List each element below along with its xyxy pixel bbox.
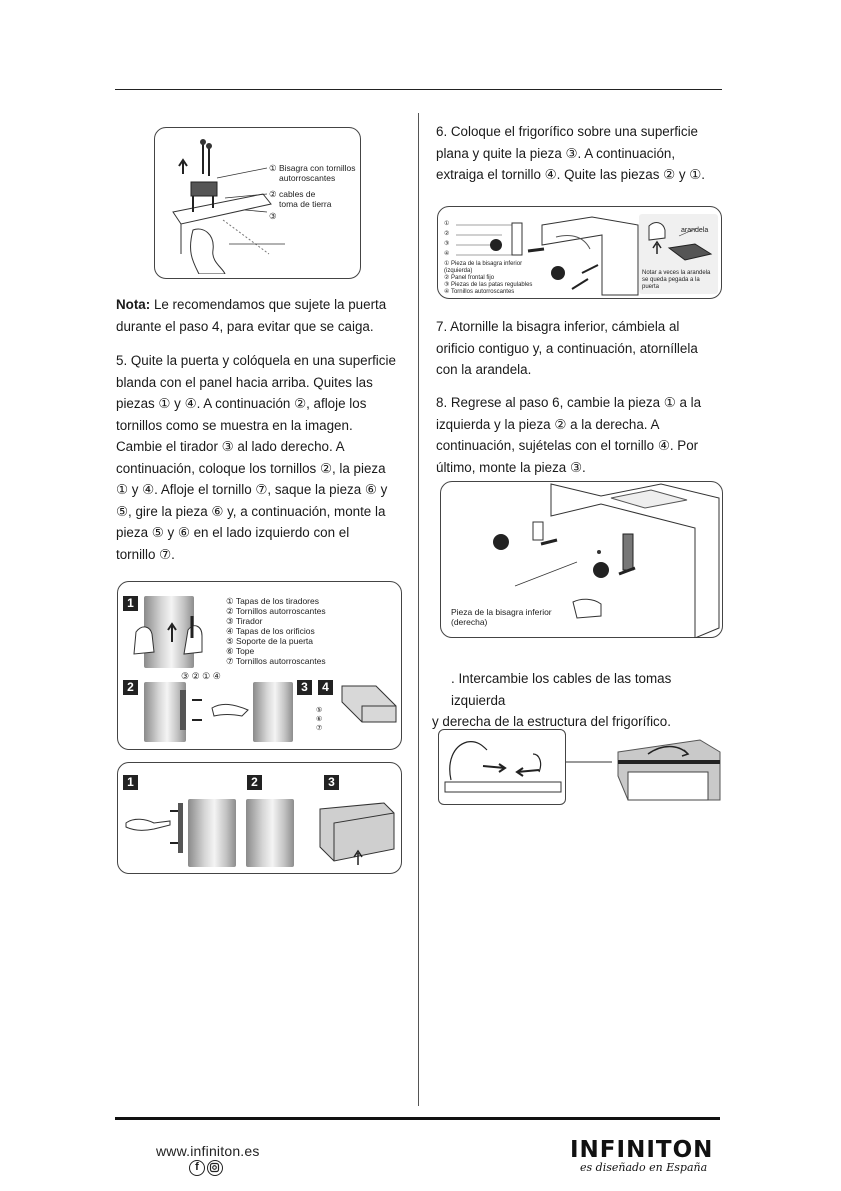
side-num-6: ⑥ (316, 716, 323, 723)
door-panel (188, 799, 236, 867)
step5-line: tornillo ⑦. (116, 546, 175, 562)
washer-inset (639, 214, 718, 294)
step-badge-2: 2 (123, 680, 138, 695)
step-badge-2: 2 (247, 775, 262, 790)
legend-item: ② Tornillos autorroscantes (226, 606, 326, 616)
note-text-2: durante el paso 4, para evitar que se caiga. (116, 318, 374, 334)
side-num-7: ⑦ (316, 725, 323, 732)
step5-line: pieza ⑤ y ⑥ en el lado izquierdo con el (116, 525, 350, 540)
fig4-num-1: ① (444, 221, 450, 227)
step6-line: plana y quite la pieza ③. A continuación, (436, 145, 676, 161)
legend-item: ⑥ Tope (226, 646, 255, 656)
step-badge-3: 3 (324, 775, 339, 790)
fig2-legend (226, 596, 326, 666)
door-bottom-illustration (336, 682, 400, 740)
fig1-label-2b: toma de tierra (279, 199, 332, 209)
step8-line: continuación, sujételas con el tornillo ④. Por (436, 438, 699, 453)
figure-reassembly (117, 762, 402, 874)
fig5-label-line: Pieza de la bisagra inferior (451, 607, 552, 617)
legend-item: ③ Piezas de las patas regulables (444, 282, 533, 288)
door-bottom-illustration (314, 799, 400, 871)
legend-item: ⑤ Soporte de la puerta (226, 636, 314, 646)
step8-line: izquierda y la pieza ② a la derecha. A (436, 416, 660, 432)
washer-illustration (643, 218, 715, 264)
brand-tagline: es diseñado en España (580, 1161, 708, 1174)
step6-line: extraiga el tornillo ④. Quite las piezas ② y ①. (436, 167, 705, 182)
step-5-paragraph (116, 350, 411, 565)
facebook-icon[interactable]: f (189, 1160, 205, 1176)
fig4-num-4: ④ (444, 251, 450, 257)
note-label: Nota: (116, 297, 151, 312)
cable-illustration (443, 732, 563, 802)
note-text-1: Le recomendamos que sujete la puerta (150, 297, 387, 312)
header-rule (115, 89, 722, 90)
step-9-paragraph (432, 668, 727, 733)
brand-logo: INFINITON (570, 1137, 714, 1163)
legend-item: ① Tapas de los tiradores (226, 596, 319, 606)
step5-line: piezas ① y ④. A continuación ②, afloje los (116, 396, 367, 411)
fig4-num-3: ③ (444, 241, 450, 247)
step5-line: tornillos como se muestra en la imagen. (116, 417, 353, 433)
handle-part (168, 799, 188, 859)
step5-line: continuación, coloque los tornillos ②, la pieza (116, 460, 386, 476)
door-panel (246, 799, 294, 867)
fig1-label-3: ③ (269, 211, 277, 221)
step8-line: último, monte la pieza ③. (436, 459, 586, 475)
step7-line: orificio contiguo y, a continuación, atorníllela (436, 340, 698, 356)
figure-cable-swap (438, 729, 566, 805)
legend-item: ④ Tapas de los orificios (226, 626, 315, 636)
instagram-icon[interactable] (207, 1160, 223, 1176)
step6-line: 6. Coloque el frigorífico sobre una superficie (436, 124, 699, 139)
step7-line: 7. Atornille la bisagra inferior, cámbiela al (436, 319, 680, 334)
hands-illustration (128, 612, 218, 672)
legend-item: ① Pieza de la bisagra inferior (444, 261, 523, 267)
fridge-top-illustration (608, 736, 723, 802)
note-line: se queda pegada a la (642, 277, 700, 283)
figure-right-hinge (440, 481, 723, 638)
handle-removal-illustration (178, 686, 258, 736)
step-8-paragraph (436, 392, 726, 478)
connector-line (566, 760, 612, 764)
step8-line: 8. Regrese al paso 6, cambie la pieza ① a la (436, 395, 702, 410)
step-badge-4: 4 (318, 680, 333, 695)
fig4-legend (444, 261, 532, 296)
website-link[interactable]: www.infiniton.es (156, 1143, 260, 1159)
legend-item: (izquierda) (444, 268, 473, 274)
fig5-label (451, 607, 552, 627)
fig2-callouts: ③ ② ① ④ (181, 671, 221, 681)
fig1-label-1: ① Bisagra con tornillos (269, 163, 356, 173)
step5-line: blanda con el panel hacia arriba. Quites las (116, 374, 373, 390)
side-num-5: ⑤ (316, 707, 323, 714)
step5-line: 5. Quite la puerta y colóquela en una superficie (116, 353, 396, 368)
figure-lower-hinge-parts (437, 206, 722, 299)
column-divider (418, 113, 419, 1106)
step-badge-3: 3 (297, 680, 312, 695)
fig4-num-2: ② (444, 231, 450, 237)
fig5-label-line: (derecha) (451, 617, 488, 627)
step9-line: . Intercambie los cables de las tomas izquierda (451, 671, 672, 708)
legend-item: ③ Tirador (226, 616, 263, 626)
instagram-glyph (208, 1161, 221, 1174)
note-line: Notar a veces la arandela (642, 270, 711, 276)
step7-line: con la arandela. (436, 362, 532, 377)
footer-rule (115, 1117, 720, 1120)
step-badge-1: 1 (123, 775, 138, 790)
step-7-paragraph (436, 316, 726, 381)
fig1-label-2: ② cables de (269, 189, 316, 199)
note-line: puerta (642, 284, 660, 290)
washer-label: arandela (681, 227, 709, 234)
step-badge-1: 1 (123, 596, 138, 611)
step-6-paragraph (436, 121, 726, 186)
legend-item: ⑦ Tornillos autorroscantes (226, 656, 326, 666)
legend-item: ④ Tornillos autorroscantes (444, 289, 515, 295)
fig1-label-1b: autorroscantes (279, 173, 336, 183)
legend-item: ② Panel frontal fijo (444, 275, 495, 281)
step5-line: ⑤, gire la pieza ⑥ y, a continuación, monte la (116, 503, 386, 519)
note-paragraph (116, 294, 406, 337)
step9-line: y derecha de la estructura del frigorífico. (432, 714, 671, 729)
step5-line: ① y ④. Afloje el tornillo ⑦, saque la pieza ⑥ y (116, 482, 388, 497)
figure-handle-swap (117, 581, 402, 750)
door-panel (253, 682, 293, 742)
washer-note (642, 270, 710, 291)
step5-line: Cambie el tirador ③ al lado derecho. A (116, 439, 345, 454)
figure-hinge-removal (154, 127, 361, 279)
